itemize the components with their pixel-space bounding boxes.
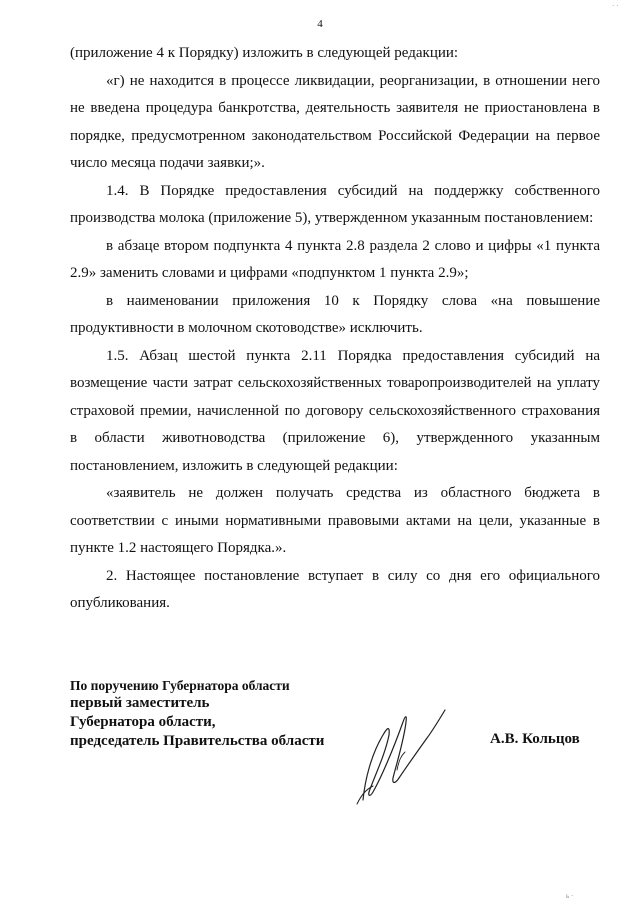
paragraph: (приложение 4 к Порядку) изложить в следующей редакции: [70,45,459,61]
document-body [70,40,600,618]
paragraph: «г) не находится в процессе ликвидации, реорганизации, в отношении него не введена процедура банкротства, деятельность заявителя не приостановлена в порядке, предусмотренном законодательством Российской Федерации на первое число месяца подачи заявки;». [70,72,600,171]
signer-name: А.В. Кольцов [490,731,580,747]
scan-mark: · · [612,2,619,10]
paragraph: 1.5. Абзац шестой пункта 2.11 Порядка предоставления субсидий на возмещение части затрат сельскохозяйственных товаропроизводителей на уплату страховой премии, начисленной по договору сельскохозяйственного страхования в области животноводства (приложение 6), утвержденного указанным постановлением, изложить в следующей редакции: [70,347,600,474]
page-number: 4 [317,18,323,30]
paragraph: в абзаце втором подпункта 4 пункта 2.8 раздела 2 слово и цифры «1 пункта 2.9» заменить словами и цифрами «подпунктом 1 пункта 2.9»; [70,237,600,281]
handwritten-signature [335,700,465,810]
paragraph: «заявитель не должен получать средства из областного бюджета в соответствии с иными нормативными правовыми актами на цели, указанные в пункте 1.2 настоящего Порядка.». [70,485,600,556]
paragraph: в наименовании приложения 10 к Порядку слова «на повышение продуктивности в молочном скотоводстве» исключить. [70,292,600,336]
signer-title-line: первый заместитель [70,695,210,711]
scan-mark: ь · [566,892,574,900]
paragraph: 2. Настоящее постановление вступает в силу со дня его официального опубликования. [70,567,600,611]
signer-title-line: По поручению Губернатора области [70,678,290,693]
signer-title-line: председатель Правительства области [70,733,325,749]
signature-block [70,678,324,751]
signer-title-line: Губернатора области, [70,714,216,730]
paragraph: 1.4. В Порядке предоставления субсидий на поддержку собственного производства молока (приложение 5), утвержденном указанным постановлением: [70,182,600,226]
